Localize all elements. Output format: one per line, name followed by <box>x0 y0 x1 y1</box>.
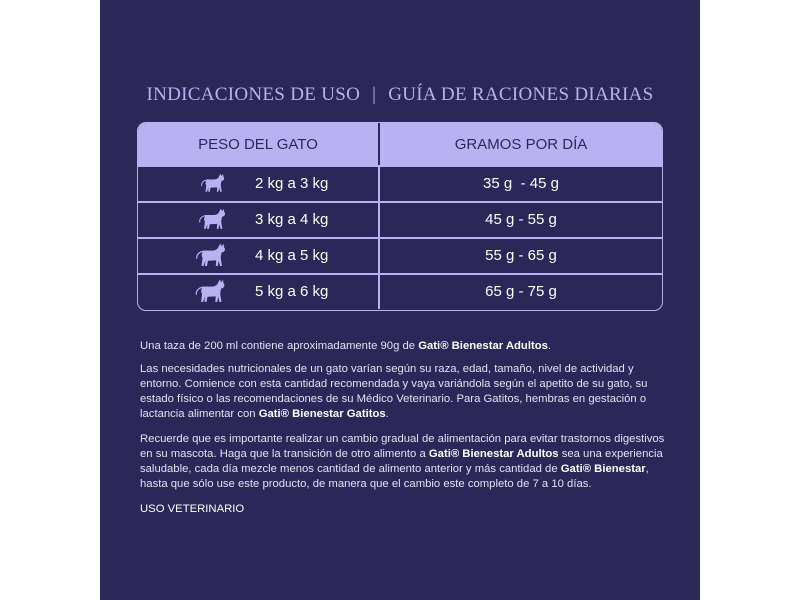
transition-note <box>140 432 665 492</box>
table-row <box>138 237 662 273</box>
product-info-panel <box>100 0 700 600</box>
header-cat-weight: PESO DEL GATO <box>198 136 318 153</box>
table-row <box>138 273 662 309</box>
nutrition-note <box>140 362 665 422</box>
nutrition-note-end: . <box>385 408 389 420</box>
veterinary-use-label: USO VETERINARIO <box>140 503 245 515</box>
cat-icon <box>194 279 227 303</box>
table-header <box>138 123 662 165</box>
title-ration-guide: GUÍA DE RACIONES DIARIAS <box>388 84 654 105</box>
row-weight: 4 kg a 5 kg <box>255 247 329 264</box>
ration-table <box>137 122 663 311</box>
serving-note-end: . <box>547 340 552 352</box>
table-row <box>138 165 662 201</box>
row-weight: 3 kg a 4 kg <box>255 211 329 228</box>
cat-icon <box>201 171 225 195</box>
row-weight: 2 kg a 3 kg <box>255 175 329 192</box>
product-name: Gati® Bienestar Adultos <box>418 340 548 352</box>
page-title <box>100 84 700 106</box>
row-grams: 45 g - 55 g <box>485 211 557 228</box>
transition-note-end: , hasta que sólo use este producto, de manera que el cambio este completo de 7 a 10 días. <box>140 463 649 490</box>
nutrition-note-text: Las necesidades nutricionales de un gato varían según su raza, edad, tamaño, nivel de actividad y entorno. Comience con esta cantidad recomendada y vaya variándola según el apetito de su gato, su estado físico o las recomendaciones de su Médico Veterinario. Para Gatitos, hembras en gestación o lactancia alimentar con <box>140 363 648 420</box>
row-grams: 65 g - 75 g <box>485 283 557 300</box>
title-separator: | <box>372 84 377 105</box>
transition-note-text: sea una experiencia saludable, cada día mezcle menos cantidad de alimento anterior y más cantidad de <box>140 448 663 475</box>
row-weight: 5 kg a 6 kg <box>255 283 329 300</box>
serving-note-text: Una taza de 200 ml contiene aproximadamente 90g de <box>140 340 419 352</box>
serving-note <box>140 339 665 354</box>
cat-icon <box>199 207 226 231</box>
title-usage: INDICACIONES DE USO <box>146 84 361 105</box>
table-row <box>138 201 662 237</box>
brand-name: Gati® Bienestar <box>560 463 646 475</box>
row-grams: 35 g - 45 g <box>483 175 559 192</box>
cat-icon <box>196 243 226 267</box>
header-grams-per-day: GRAMOS POR DÍA <box>454 136 588 153</box>
kitten-product-name: Gati® Bienestar Gatitos <box>258 408 386 420</box>
row-grams: 55 g - 65 g <box>485 247 557 264</box>
transition-note-text: Recuerde que es importante realizar un cambio gradual de alimentación para evitar trastornos digestivos en su mascota. Haga que la transición de otro alimento a <box>140 433 665 460</box>
product-name: Gati® Bienestar Adultos <box>428 448 559 460</box>
